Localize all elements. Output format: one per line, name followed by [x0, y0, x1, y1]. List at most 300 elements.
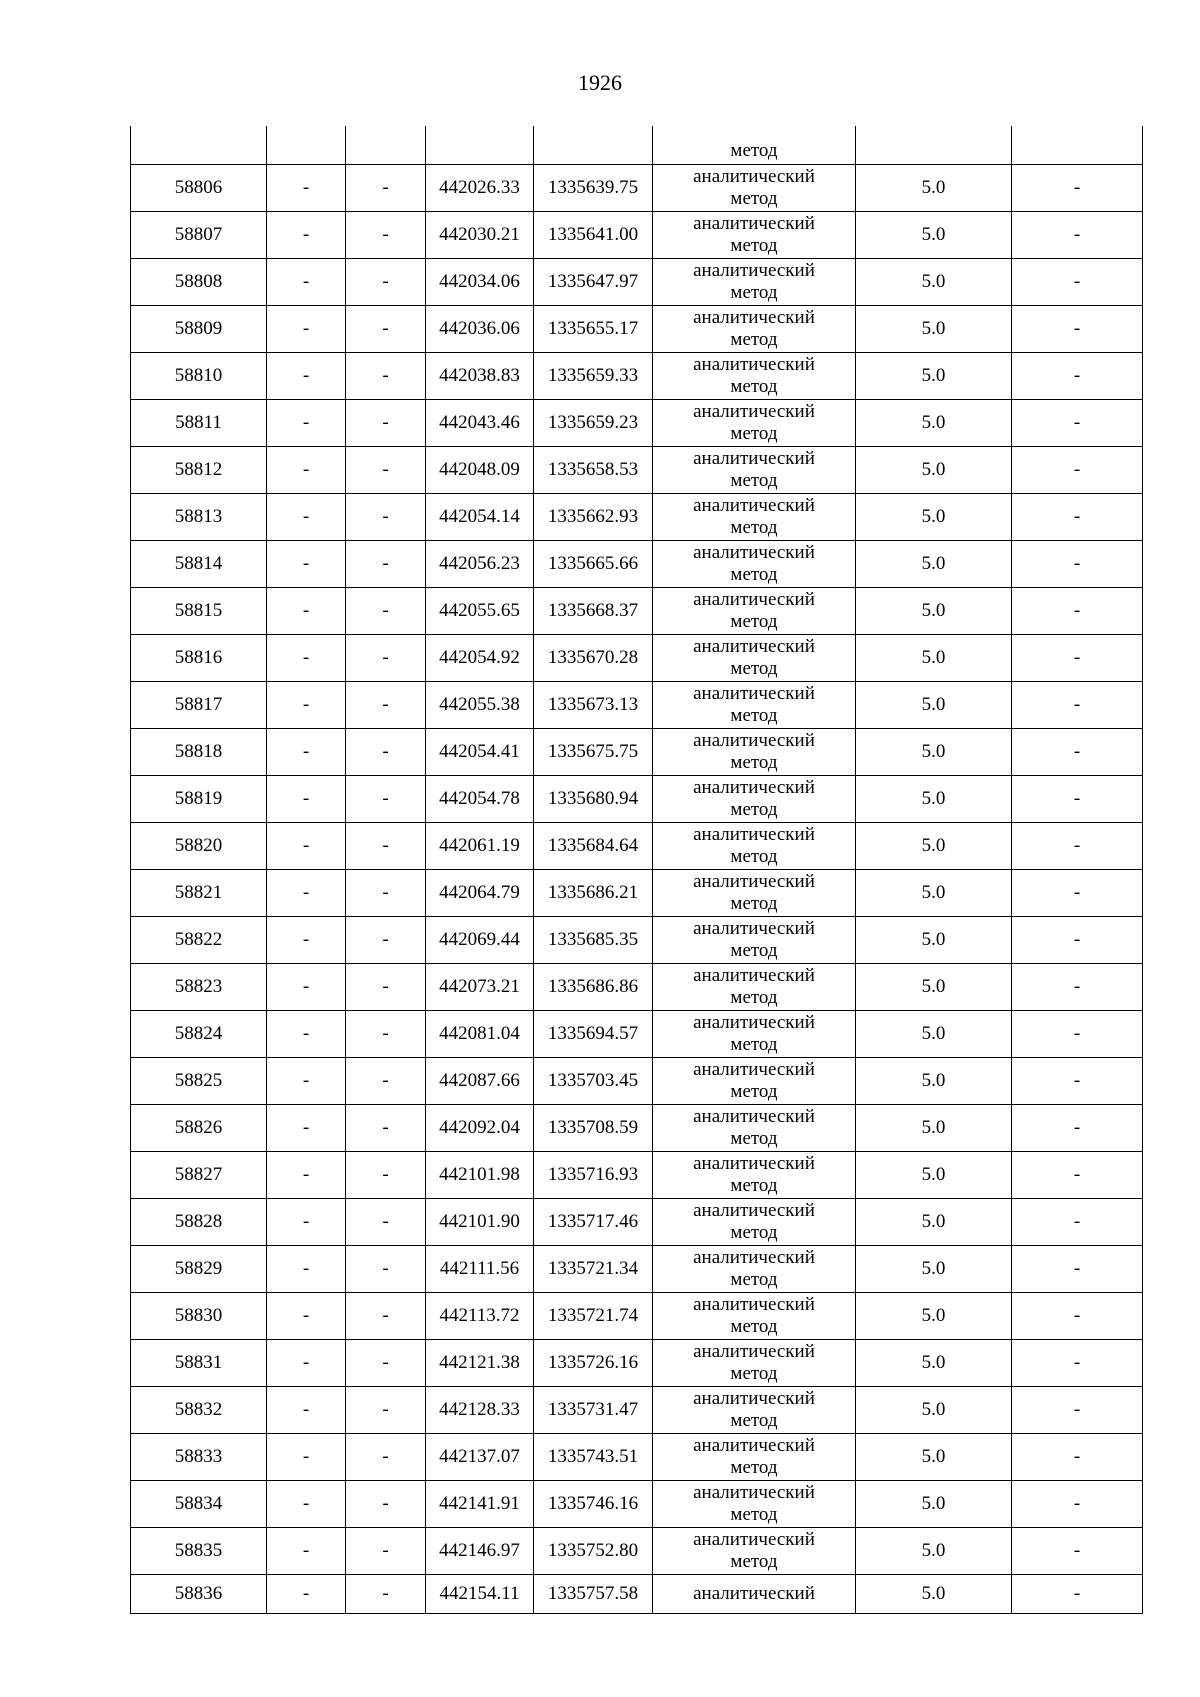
- cell-col3: -: [346, 635, 426, 682]
- cell-y-coordinate: 1335746.16: [534, 1481, 653, 1528]
- cell-accuracy: 5.0: [856, 1575, 1012, 1614]
- method-line-1: аналитический: [693, 636, 815, 657]
- method-line-1: аналитический: [693, 1529, 815, 1550]
- cell-col3: -: [346, 1199, 426, 1246]
- page-number: 1926: [578, 70, 622, 95]
- table-row: [131, 870, 1143, 917]
- cell-method: [653, 1246, 856, 1293]
- cell-y-coordinate: 1335752.80: [534, 1528, 653, 1575]
- cell-y-coordinate: 1335686.86: [534, 964, 653, 1011]
- cell-accuracy: 5.0: [856, 1293, 1012, 1340]
- cell-col8: -: [1012, 1434, 1143, 1481]
- cell-accuracy: 5.0: [856, 1528, 1012, 1575]
- cell-x-coordinate: 442069.44: [426, 917, 534, 964]
- method-line-1: аналитический: [693, 213, 815, 234]
- cell-y-coordinate: 1335686.21: [534, 870, 653, 917]
- table-row: [131, 1434, 1143, 1481]
- method-line-1: аналитический: [693, 1294, 815, 1315]
- cell-x-coordinate: 442113.72: [426, 1293, 534, 1340]
- cell-col3: -: [346, 729, 426, 776]
- cell-col3: -: [346, 1246, 426, 1293]
- cell-method: аналитический: [653, 1575, 856, 1614]
- cell-y-coordinate: 1335662.93: [534, 494, 653, 541]
- method-line-2: метод: [730, 517, 778, 538]
- cell-point-id: 58827: [131, 1152, 267, 1199]
- cell-point-id: 58824: [131, 1011, 267, 1058]
- cell-x-coordinate: 442128.33: [426, 1387, 534, 1434]
- cell-method: [653, 165, 856, 212]
- cell-y-coordinate: 1335743.51: [534, 1434, 653, 1481]
- method-line-2: метод: [730, 376, 778, 397]
- cell-col3: -: [346, 588, 426, 635]
- cell-point-id: 58814: [131, 541, 267, 588]
- method-line-1: аналитический: [693, 448, 815, 469]
- table-row: [131, 1058, 1143, 1105]
- cell-y-coordinate: 1335647.97: [534, 259, 653, 306]
- cell-y-coordinate: 1335655.17: [534, 306, 653, 353]
- cell-col8: -: [1012, 1481, 1143, 1528]
- method-line-2: метод: [730, 846, 778, 867]
- cell-y-coordinate: 1335675.75: [534, 729, 653, 776]
- cell-col8: -: [1012, 823, 1143, 870]
- method-line-1: аналитический: [693, 495, 815, 516]
- method-line-2: метод: [730, 1363, 778, 1384]
- cell-accuracy: 5.0: [856, 635, 1012, 682]
- cell-method: [653, 964, 856, 1011]
- cell-col8: -: [1012, 1293, 1143, 1340]
- cell-method: [653, 776, 856, 823]
- cell-accuracy: 5.0: [856, 1199, 1012, 1246]
- method-line-2: метод: [730, 1222, 778, 1243]
- cell-x-coordinate: 442026.33: [426, 165, 534, 212]
- table-row: [131, 165, 1143, 212]
- cell-x-coordinate: 442054.41: [426, 729, 534, 776]
- cell-col2: -: [267, 1340, 346, 1387]
- cell-x-coordinate: 442030.21: [426, 212, 534, 259]
- method-line-1: аналитический: [693, 589, 815, 610]
- cell-col3: -: [346, 776, 426, 823]
- cell-point-id: 58809: [131, 306, 267, 353]
- cell-point-id: 58811: [131, 400, 267, 447]
- table-row: [131, 776, 1143, 823]
- cell-point-id: 58821: [131, 870, 267, 917]
- cell-empty: [426, 126, 534, 165]
- cell-method: [653, 635, 856, 682]
- method-line-1: аналитический: [693, 1153, 815, 1174]
- cell-point-id: 58808: [131, 259, 267, 306]
- cell-method: [653, 1152, 856, 1199]
- cell-accuracy: 5.0: [856, 682, 1012, 729]
- method-line-1: аналитический: [693, 1106, 815, 1127]
- method-line-2: метод: [730, 752, 778, 773]
- cell-method: [653, 447, 856, 494]
- cell-x-coordinate: 442055.65: [426, 588, 534, 635]
- table-row: [131, 1293, 1143, 1340]
- method-line-1: аналитический: [693, 307, 815, 328]
- cell-accuracy: 5.0: [856, 1481, 1012, 1528]
- cell-accuracy: 5.0: [856, 964, 1012, 1011]
- method-line-1: аналитический: [693, 1200, 815, 1221]
- table-row: [131, 823, 1143, 870]
- method-line-1: аналитический: [693, 1059, 815, 1080]
- cell-col8: -: [1012, 259, 1143, 306]
- cell-point-id: 58818: [131, 729, 267, 776]
- method-line-2: метод: [730, 1081, 778, 1102]
- cell-y-coordinate: 1335694.57: [534, 1011, 653, 1058]
- cell-point-id: 58834: [131, 1481, 267, 1528]
- cell-col8: -: [1012, 1340, 1143, 1387]
- method-line-2: метод: [730, 470, 778, 491]
- cell-x-coordinate: 442137.07: [426, 1434, 534, 1481]
- cell-col2: -: [267, 1105, 346, 1152]
- method-line-1: аналитический: [693, 824, 815, 845]
- method-line-2: метод: [730, 611, 778, 632]
- table-row: [131, 1575, 1143, 1614]
- cell-x-coordinate: 442111.56: [426, 1246, 534, 1293]
- cell-col2: -: [267, 964, 346, 1011]
- method-line-2: метод: [730, 1457, 778, 1478]
- cell-accuracy: 5.0: [856, 212, 1012, 259]
- cell-col2: -: [267, 165, 346, 212]
- cell-y-coordinate: 1335757.58: [534, 1575, 653, 1614]
- cell-col3: -: [346, 1058, 426, 1105]
- cell-col2: -: [267, 259, 346, 306]
- cell-y-coordinate: 1335716.93: [534, 1152, 653, 1199]
- cell-point-id: 58825: [131, 1058, 267, 1105]
- cell-y-coordinate: 1335673.13: [534, 682, 653, 729]
- cell-col2: -: [267, 494, 346, 541]
- cell-accuracy: 5.0: [856, 776, 1012, 823]
- cell-x-coordinate: 442087.66: [426, 1058, 534, 1105]
- cell-col8: -: [1012, 1011, 1143, 1058]
- cell-x-coordinate: 442055.38: [426, 682, 534, 729]
- cell-x-coordinate: 442101.98: [426, 1152, 534, 1199]
- cell-accuracy: 5.0: [856, 541, 1012, 588]
- method-line-2: метод: [730, 799, 778, 820]
- cell-accuracy: 5.0: [856, 306, 1012, 353]
- cell-col3: -: [346, 306, 426, 353]
- table-row: [131, 1199, 1143, 1246]
- table-row: [131, 494, 1143, 541]
- cell-col3: -: [346, 1387, 426, 1434]
- cell-col3: -: [346, 400, 426, 447]
- table-row: [131, 682, 1143, 729]
- cell-col2: -: [267, 1387, 346, 1434]
- cell-col2: -: [267, 1528, 346, 1575]
- cell-method: [653, 1387, 856, 1434]
- cell-col8: -: [1012, 165, 1143, 212]
- cell-y-coordinate: 1335659.33: [534, 353, 653, 400]
- method-line-2: метод: [730, 282, 778, 303]
- cell-method: [653, 494, 856, 541]
- method-line-2: метод: [730, 893, 778, 914]
- cell-col8: -: [1012, 729, 1143, 776]
- cell-method: [653, 1199, 856, 1246]
- cell-col8: -: [1012, 447, 1143, 494]
- cell-method: [653, 870, 856, 917]
- cell-col2: -: [267, 729, 346, 776]
- cell-method: [653, 823, 856, 870]
- cell-col8: -: [1012, 776, 1143, 823]
- method-line-2: метод: [730, 564, 778, 585]
- method-line-1: аналитический: [693, 260, 815, 281]
- method-line-1: аналитический: [693, 918, 815, 939]
- cell-col3: -: [346, 1011, 426, 1058]
- cell-method: [653, 541, 856, 588]
- cell-col8: -: [1012, 1387, 1143, 1434]
- table-row: [131, 964, 1143, 1011]
- method-line-2: метод: [730, 987, 778, 1008]
- table-row: [131, 259, 1143, 306]
- cell-col8: -: [1012, 870, 1143, 917]
- cell-method: [653, 1434, 856, 1481]
- method-line-2: метод: [730, 1410, 778, 1431]
- cell-point-id: 58820: [131, 823, 267, 870]
- table-row: [131, 541, 1143, 588]
- cell-point-id: 58826: [131, 1105, 267, 1152]
- cell-col3: -: [346, 682, 426, 729]
- cell-x-coordinate: 442043.46: [426, 400, 534, 447]
- cell-accuracy: 5.0: [856, 823, 1012, 870]
- cell-x-coordinate: 442036.06: [426, 306, 534, 353]
- cell-accuracy: 5.0: [856, 447, 1012, 494]
- method-line-2: метод: [730, 423, 778, 444]
- cell-x-coordinate: 442073.21: [426, 964, 534, 1011]
- cell-y-coordinate: 1335685.35: [534, 917, 653, 964]
- cell-method: [653, 1340, 856, 1387]
- cell-y-coordinate: 1335726.16: [534, 1340, 653, 1387]
- cell-x-coordinate: 442064.79: [426, 870, 534, 917]
- cell-col3: -: [346, 917, 426, 964]
- cell-col2: -: [267, 1152, 346, 1199]
- cell-col3: -: [346, 1293, 426, 1340]
- cell-col2: -: [267, 306, 346, 353]
- cell-x-coordinate: 442092.04: [426, 1105, 534, 1152]
- cell-col8: -: [1012, 1199, 1143, 1246]
- cell-point-id: 58816: [131, 635, 267, 682]
- cell-point-id: 58810: [131, 353, 267, 400]
- method-line-1: аналитический: [693, 401, 815, 422]
- cell-method: [653, 1481, 856, 1528]
- cell-x-coordinate: 442146.97: [426, 1528, 534, 1575]
- cell-x-coordinate: 442101.90: [426, 1199, 534, 1246]
- cell-col3: -: [346, 1434, 426, 1481]
- cell-col3: -: [346, 823, 426, 870]
- cell-accuracy: 5.0: [856, 400, 1012, 447]
- method-line-2: метод: [730, 1316, 778, 1337]
- cell-y-coordinate: 1335670.28: [534, 635, 653, 682]
- cell-col2: -: [267, 447, 346, 494]
- table-row: [131, 1528, 1143, 1575]
- cell-col8: -: [1012, 917, 1143, 964]
- cell-y-coordinate: 1335639.75: [534, 165, 653, 212]
- cell-col3: -: [346, 541, 426, 588]
- cell-method: [653, 1011, 856, 1058]
- table-row: [131, 447, 1143, 494]
- cell-x-coordinate: 442154.11: [426, 1575, 534, 1614]
- table-row: [131, 1011, 1143, 1058]
- cell-point-id: 58832: [131, 1387, 267, 1434]
- cell-col3: -: [346, 353, 426, 400]
- cell-y-coordinate: 1335668.37: [534, 588, 653, 635]
- cell-method: [653, 353, 856, 400]
- method-line-2: метод: [730, 1175, 778, 1196]
- method-line-2: метод: [730, 940, 778, 961]
- cell-col2: -: [267, 776, 346, 823]
- cell-x-coordinate: 442054.14: [426, 494, 534, 541]
- method-line-1: аналитический: [693, 683, 815, 704]
- cell-y-coordinate: 1335731.47: [534, 1387, 653, 1434]
- cell-point-id: 58815: [131, 588, 267, 635]
- cell-col3: -: [346, 1152, 426, 1199]
- cell-accuracy: 5.0: [856, 494, 1012, 541]
- method-line-1: аналитический: [693, 1341, 815, 1362]
- cell-col8: -: [1012, 1105, 1143, 1152]
- cell-point-id: 58833: [131, 1434, 267, 1481]
- method-line-1: аналитический: [693, 1435, 815, 1456]
- cell-point-id: 58828: [131, 1199, 267, 1246]
- cell-point-id: 58836: [131, 1575, 267, 1614]
- cell-empty: [856, 126, 1012, 165]
- cell-method-continued: метод: [653, 126, 856, 165]
- method-line-1: аналитический: [693, 354, 815, 375]
- method-line-2: метод: [730, 188, 778, 209]
- cell-method: [653, 259, 856, 306]
- cell-col8: -: [1012, 588, 1143, 635]
- cell-col8: -: [1012, 1058, 1143, 1105]
- cell-col2: -: [267, 1293, 346, 1340]
- cell-col8: -: [1012, 353, 1143, 400]
- table-row: [131, 400, 1143, 447]
- method-line-1: аналитический: [693, 166, 815, 187]
- cell-col8: -: [1012, 306, 1143, 353]
- cell-x-coordinate: 442034.06: [426, 259, 534, 306]
- table-row: [131, 1340, 1143, 1387]
- cell-method: [653, 917, 856, 964]
- cell-col3: -: [346, 259, 426, 306]
- cell-x-coordinate: 442054.92: [426, 635, 534, 682]
- cell-method: [653, 1058, 856, 1105]
- table-row: [131, 353, 1143, 400]
- method-line-1: аналитический: [693, 1388, 815, 1409]
- cell-point-id: 58817: [131, 682, 267, 729]
- cell-x-coordinate: 442054.78: [426, 776, 534, 823]
- cell-point-id: 58806: [131, 165, 267, 212]
- cell-point-id: 58822: [131, 917, 267, 964]
- cell-col3: -: [346, 1105, 426, 1152]
- cell-accuracy: 5.0: [856, 1058, 1012, 1105]
- cell-col2: -: [267, 823, 346, 870]
- cell-method: [653, 212, 856, 259]
- method-line-2: метод: [730, 1551, 778, 1572]
- cell-col3: -: [346, 165, 426, 212]
- cell-y-coordinate: 1335658.53: [534, 447, 653, 494]
- cell-col2: -: [267, 588, 346, 635]
- method-line-1: аналитический: [693, 777, 815, 798]
- cell-y-coordinate: 1335659.23: [534, 400, 653, 447]
- cell-y-coordinate: 1335665.66: [534, 541, 653, 588]
- method-line-2: метод: [730, 1034, 778, 1055]
- cell-accuracy: 5.0: [856, 1246, 1012, 1293]
- cell-col8: -: [1012, 541, 1143, 588]
- cell-method: [653, 1293, 856, 1340]
- cell-point-id: 58831: [131, 1340, 267, 1387]
- cell-col2: -: [267, 917, 346, 964]
- cell-col2: -: [267, 541, 346, 588]
- cell-x-coordinate: 442048.09: [426, 447, 534, 494]
- cell-accuracy: 5.0: [856, 1340, 1012, 1387]
- cell-col3: -: [346, 447, 426, 494]
- cell-accuracy: 5.0: [856, 870, 1012, 917]
- cell-col2: -: [267, 400, 346, 447]
- cell-col2: -: [267, 635, 346, 682]
- cell-col2: -: [267, 1058, 346, 1105]
- cell-accuracy: 5.0: [856, 259, 1012, 306]
- cell-point-id: 58829: [131, 1246, 267, 1293]
- cell-empty: [534, 126, 653, 165]
- cell-method: [653, 400, 856, 447]
- cell-col3: -: [346, 494, 426, 541]
- cell-accuracy: 5.0: [856, 1011, 1012, 1058]
- cell-col2: -: [267, 1575, 346, 1614]
- method-line-1: аналитический: [693, 730, 815, 751]
- table-row: [131, 1387, 1143, 1434]
- cell-col2: -: [267, 1481, 346, 1528]
- method-line-1: аналитический: [693, 965, 815, 986]
- cell-accuracy: 5.0: [856, 1105, 1012, 1152]
- cell-col3: -: [346, 1528, 426, 1575]
- table-row: [131, 306, 1143, 353]
- cell-point-id: 58812: [131, 447, 267, 494]
- table-row: [131, 917, 1143, 964]
- cell-accuracy: 5.0: [856, 353, 1012, 400]
- cell-method: [653, 1105, 856, 1152]
- method-line-2: метод: [730, 329, 778, 350]
- cell-method: [653, 682, 856, 729]
- cell-y-coordinate: 1335708.59: [534, 1105, 653, 1152]
- cell-col8: -: [1012, 964, 1143, 1011]
- cell-col8: -: [1012, 1528, 1143, 1575]
- method-line-1: аналитический: [693, 1247, 815, 1268]
- cell-col2: -: [267, 1434, 346, 1481]
- table-row: [131, 1481, 1143, 1528]
- cell-col3: -: [346, 1481, 426, 1528]
- cell-col2: -: [267, 353, 346, 400]
- method-line-2: метод: [730, 658, 778, 679]
- method-line-2: метод: [730, 1504, 778, 1525]
- method-line-1: аналитический: [693, 1482, 815, 1503]
- cell-y-coordinate: 1335703.45: [534, 1058, 653, 1105]
- coordinates-table: [130, 126, 1143, 1614]
- cell-y-coordinate: 1335641.00: [534, 212, 653, 259]
- cell-col3: -: [346, 870, 426, 917]
- method-line-2: метод: [730, 235, 778, 256]
- cell-x-coordinate: 442081.04: [426, 1011, 534, 1058]
- cell-method: [653, 1528, 856, 1575]
- cell-accuracy: 5.0: [856, 729, 1012, 776]
- cell-accuracy: 5.0: [856, 1387, 1012, 1434]
- cell-empty: [131, 126, 267, 165]
- cell-col8: -: [1012, 1246, 1143, 1293]
- method-line-1: аналитический: [693, 542, 815, 563]
- cell-col8: -: [1012, 635, 1143, 682]
- cell-col2: -: [267, 1199, 346, 1246]
- cell-col8: -: [1012, 1575, 1143, 1614]
- cell-col8: -: [1012, 682, 1143, 729]
- cell-col8: -: [1012, 1152, 1143, 1199]
- cell-col2: -: [267, 870, 346, 917]
- cell-method: [653, 306, 856, 353]
